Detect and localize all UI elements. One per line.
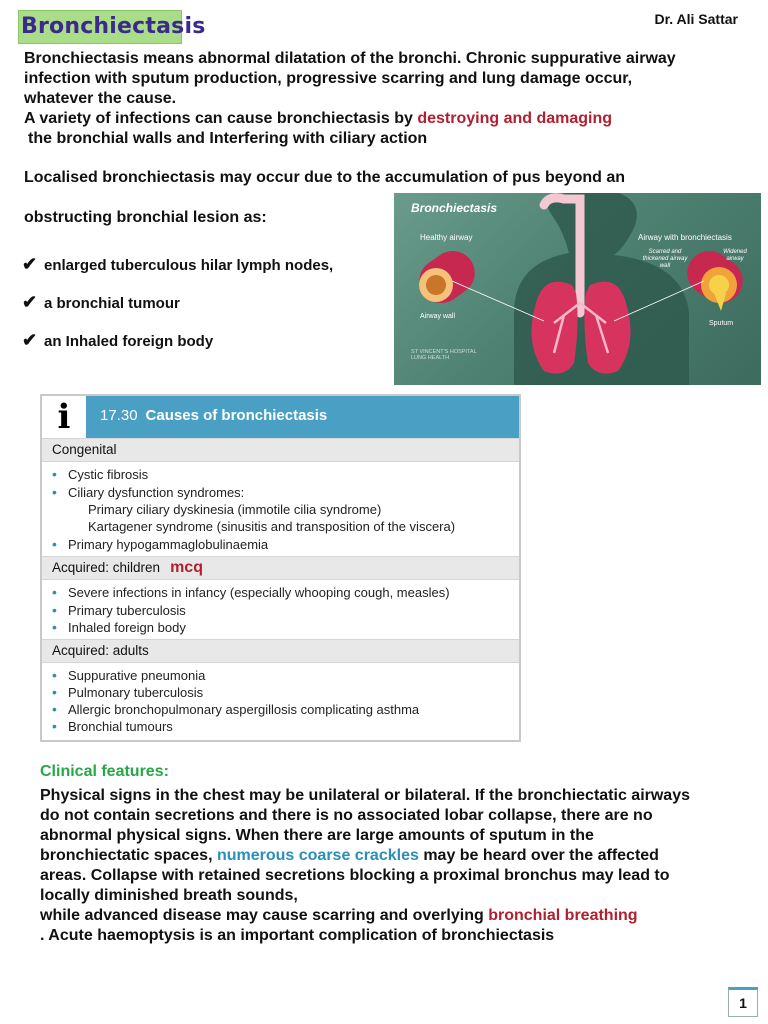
list-item: • Bronchial tumours <box>52 718 173 734</box>
illustration-title: Bronchiectasis <box>411 201 498 215</box>
sputum-label: Sputum <box>709 320 734 327</box>
intro-line-4-text: A variety of infections can cause bronchiectasis by <box>24 110 413 127</box>
intro-line-1: Bronchiectasis means abnormal dilatation of the bronchi. Chronic suppurative airway <box>24 50 676 67</box>
list-item: • Primary tuberculosis <box>52 602 186 618</box>
list-item: • Inhaled foreign body <box>52 619 186 635</box>
table-title: 17.30 Causes of bronchiectasis <box>100 407 328 424</box>
info-icon: i <box>42 396 86 438</box>
mcq-note: mcq <box>170 559 203 576</box>
intro-line-5: the bronchial walls and Interfering with ciliary action <box>28 130 428 147</box>
author-name: Dr. Ali Sattar <box>654 11 738 27</box>
bronchial-breathing-highlight: bronchial breathing <box>488 907 638 924</box>
list-item: • Suppurative pneumonia <box>52 667 206 683</box>
section-congenital: Congenital <box>42 438 519 462</box>
destroying-damaging-highlight: destroying and damaging <box>417 110 613 127</box>
localised-line-2: obstructing bronchial lesion as: <box>24 209 267 226</box>
intro-line-4 <box>24 109 754 129</box>
intro-line-2: infection with sputum production, progressive scarring and lung damage occur, <box>24 70 633 87</box>
healthy-airway-label: Healthy airway <box>420 233 473 242</box>
list-item: • Primary hypogammaglobulinaemia <box>52 536 269 552</box>
checkmark-icon: ✔ <box>22 292 38 312</box>
causes-table <box>40 394 521 742</box>
intro-line-3: whatever the cause. <box>24 90 177 107</box>
page-number: 1 <box>728 987 758 1017</box>
hospital-logo: ST VINCENT'S HOSPITAL LUNG HEALTH <box>411 349 477 361</box>
airway-with-bronchiectasis-label: Airway with bronchiectasis <box>638 233 732 242</box>
section-acquired-adults: Acquired: adults <box>42 639 519 663</box>
clinical-features-heading: Clinical features: <box>40 763 169 780</box>
list-item: ✔ an Inhaled foreign body <box>22 330 214 350</box>
list-item: • Severe infections in infancy (especially whooping cough, measles) <box>52 584 450 600</box>
widened-airway-label: Widened airway <box>723 249 747 262</box>
list-item: ✔ enlarged tuberculous hilar lymph nodes, <box>22 254 334 274</box>
scarred-wall-label: Scarred and thickened airway wall <box>642 249 688 269</box>
section-acquired-children: Acquired: children mcq <box>42 556 519 580</box>
list-item: ✔ a bronchial tumour <box>22 292 180 312</box>
table-header <box>42 396 519 438</box>
airway-wall-label: Airway wall <box>420 313 456 320</box>
page-title: Bronchiectasis <box>21 14 206 39</box>
list-item: • Allergic bronchopulmonary aspergillosis complicating asthma <box>52 701 420 717</box>
checkmark-icon: ✔ <box>22 254 38 274</box>
localised-line-1: Localised bronchiectasis may occur due to the accumulation of pus beyond an <box>24 169 626 186</box>
bronchiectasis-illustration <box>394 193 761 385</box>
list-item: • Pulmonary tuberculosis <box>52 684 204 700</box>
sub-item: Kartagener syndrome (sinusitis and transposition of the viscera) <box>88 519 456 534</box>
title-box <box>18 10 206 44</box>
intro-paragraph <box>24 49 754 149</box>
list-item: • Cystic fibrosis <box>52 466 149 482</box>
sub-item: Primary ciliary dyskinesia (immotile cilia syndrome) <box>88 502 382 517</box>
checkmark-icon: ✔ <box>22 330 38 350</box>
list-item: • Ciliary dysfunction syndromes: <box>52 484 245 500</box>
coarse-crackles-highlight: numerous coarse crackles <box>216 847 419 864</box>
clinical-paragraph: Physical signs in the chest may be unilateral or bilateral. If the bronchiectatic airways do not contain secretions and there is no associated lobar collapse, there are no abnormal physical signs. When there are large amounts of sputum in the bronchiectatic spaces, numerous coarse crackles may be heard over the affected areas. Collapse with retained secretions blocking a proximal bronchus may lead to locally diminished breath sounds, while advanced disease may cause scarring and overlying bronchial breathing . Acute haemoptysis is an important complication of bronchiectasis <box>40 787 690 944</box>
